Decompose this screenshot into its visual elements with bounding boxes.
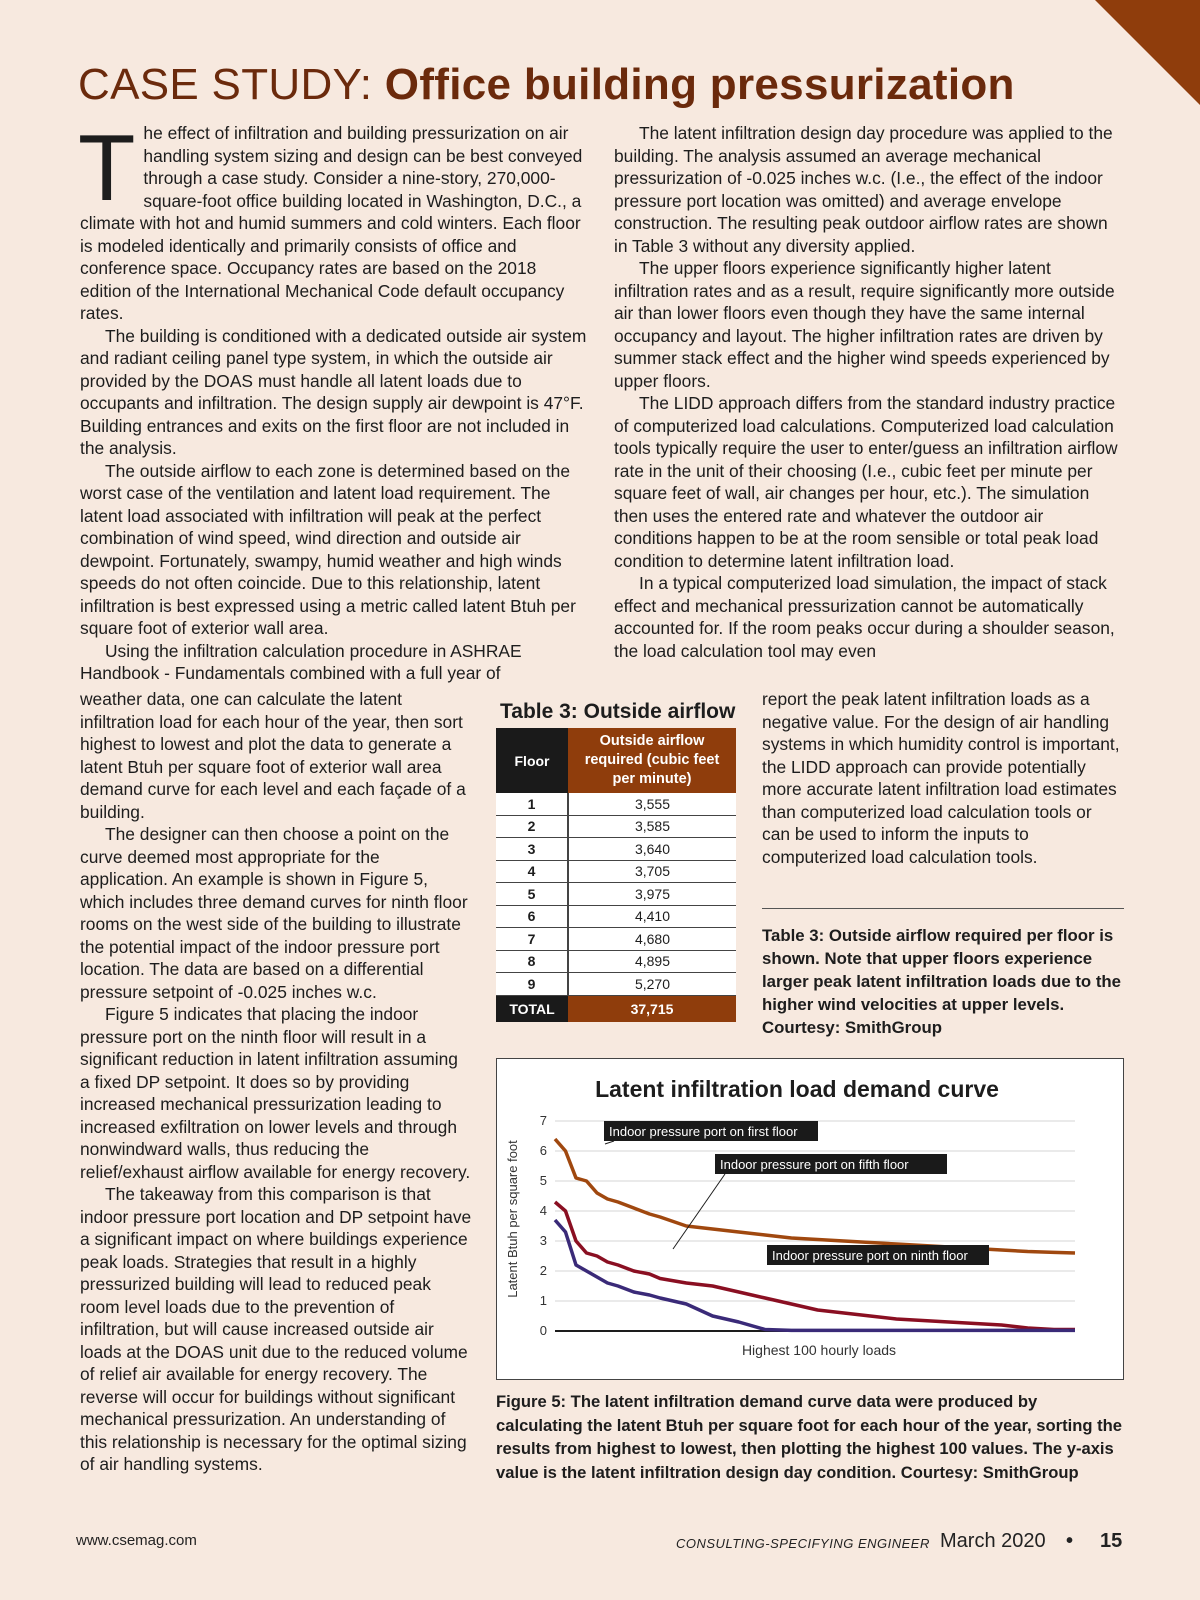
paragraph: Using the infiltration calculation procedure in ASHRAE Handbook - Fundamentals combined with a full year of xyxy=(80,640,522,683)
paragraph: The building is conditioned with a dedicated outside air system and radiant ceiling panel type system, in which the outside air provided by the DOAS must handle all latent loads due to occupants and infiltration. The design supply air dewpoint is 47°F. Building entrances and exits on the first floor are not included in the analysis. xyxy=(80,325,587,458)
table-row xyxy=(496,973,736,996)
table-caption: Table 3: Outside airflow required per floor is shown. Note that upper floors experience larger peak latent infiltration loads due to the higher wind velocities at upper levels. Courtesy: SmithGroup xyxy=(762,926,1121,1037)
table-row xyxy=(496,793,736,815)
article-column-left xyxy=(78,115,590,685)
footer-magazine: CONSULTING-SPECIFYING ENGINEER xyxy=(676,1536,930,1551)
airflow-cell: 4,680 xyxy=(568,928,736,951)
figure-caption: Figure 5: The latent infiltration demand curve data were produced by calculating the latent Btuh per square foot for each hour of the year, sorting the results from highest to lowest, then plotting the highest 100 values. The y-axis value is the latent infiltration design day condition. Courtesy: SmithGroup xyxy=(496,1392,1123,1482)
chart-title: Latent infiltration load demand curve xyxy=(595,1076,999,1102)
chart-grid xyxy=(555,1121,1075,1331)
floor-cell: 6 xyxy=(496,905,568,928)
table-header-floor: Floor xyxy=(496,728,568,793)
floor-cell: 1 xyxy=(496,793,568,815)
chart-annotations xyxy=(604,1121,989,1265)
series-line xyxy=(555,1202,1075,1330)
article-column-right xyxy=(614,122,1120,662)
airflow-cell: 3,555 xyxy=(568,793,736,815)
y-tick-labels xyxy=(540,1113,547,1338)
article-column-right-lower xyxy=(762,688,1122,868)
total-value: 37,715 xyxy=(568,995,736,1022)
paragraph: weather data, one can calculate the latent infiltration load for each hour of the year, then sort highest to lowest and plot the data to generate a latent Btuh per square foot of exterior wall area demand curve for each level and each façade of a building. xyxy=(80,689,466,822)
footer-url: www.csemag.com xyxy=(76,1532,197,1549)
y-tick-label: 5 xyxy=(539,1173,547,1188)
series-line xyxy=(555,1220,1075,1330)
table-row xyxy=(496,928,736,951)
page-number: 15 xyxy=(1100,1530,1123,1552)
table-row xyxy=(496,950,736,973)
annotation-leader xyxy=(605,1141,614,1144)
chart-svg xyxy=(497,1059,1122,1378)
table-row xyxy=(496,815,736,838)
y-tick-label: 7 xyxy=(539,1113,547,1128)
dropcap: T xyxy=(78,115,136,220)
total-label: TOTAL xyxy=(496,995,568,1022)
airflow-cell: 5,270 xyxy=(568,973,736,996)
table-header-airflow: Outside airflow required (cubic feet per minute) xyxy=(568,728,736,793)
floor-cell: 3 xyxy=(496,838,568,861)
y-tick-label: 6 xyxy=(539,1143,547,1158)
page-title xyxy=(78,60,1015,110)
annotation-label: Indoor pressure port on first floor xyxy=(609,1124,798,1139)
paragraph: The takeaway from this comparison is that indoor pressure port location and DP setpoint have a significant impact on where buildings experience peak loads. Strategies that result in a highly pressurized building will lead to reduced peak room level loads due to the prevention of infiltration, but will cause increased outside air loads at the DOAS unit due to the reduced volume of relief air available for energy recovery. The reverse will occur for buildings without significant mechanical pressurization. An understanding of this relationship is necessary for the optimal sizing of air handling systems. xyxy=(80,1184,472,1474)
paragraph: The LIDD approach differs from the standard industry practice of computerized load calculations. Computerized load calculation tools typically require the user to enter/guess an infiltration airflow rate in the unit of their choosing (I.e., cubic feet per minute per square feet of wall, air changes per hour, etc.). The simulation then uses the entered rate and whatever the outdoor air conditions happen to be at the room sensible or total peak load condition to determine latent infiltration load. xyxy=(614,393,1118,571)
divider xyxy=(762,908,1124,909)
table-row xyxy=(496,860,736,883)
floor-cell: 9 xyxy=(496,973,568,996)
footer-bullet: • xyxy=(1066,1530,1074,1552)
table-total-row xyxy=(496,995,736,1022)
title-main: Office building pressurization xyxy=(384,60,1015,109)
table-title: Table 3: Outside airflow xyxy=(500,700,736,723)
x-axis-label: Highest 100 hourly loads xyxy=(741,1342,897,1358)
title-prefix: CASE STUDY: xyxy=(78,60,373,109)
y-tick-label: 4 xyxy=(539,1203,547,1218)
floor-cell: 7 xyxy=(496,928,568,951)
paragraph: The outside airflow to each zone is determined based on the worst case of the ventilation and latent load requirement. The latent load associated with infiltration will peak at the perfect combination of wind speed, wind direction and outside air dewpoint. Fortunately, swampy, humid weather and high winds speeds do not often coincide. Due to this relationship, latent infiltration is best expressed using a metric called latent Btuh per square foot of exterior wall area. xyxy=(80,460,576,638)
y-tick-label: 1 xyxy=(539,1293,547,1308)
y-axis-label: Latent Btuh per square foot xyxy=(505,1140,520,1298)
paragraph: In a typical computerized load simulation, the impact of stack effect and mechanical pressurization cannot be automatically accounted for. If the room peaks occur during a shoulder season, the load calculation tool may even xyxy=(614,573,1115,661)
floor-cell: 2 xyxy=(496,815,568,838)
table-row xyxy=(496,905,736,928)
paragraph: The designer can then choose a point on the curve deemed most appropriate for the application. An example is shown in Figure 5, which includes three demand curves for ninth floor rooms on the west side of the building to illustrate the potential impact of the indoor pressure port location. The data are based on a differential pressure setpoint of -0.025 inches w.c. xyxy=(80,824,468,1002)
airflow-cell: 3,585 xyxy=(568,815,736,838)
paragraph: Figure 5 indicates that placing the indoor pressure port on the ninth floor will result in a significant reduction in latent infiltration assuming a fixed DP setpoint. It does so by providing increased mechanical pressurization leading to increased exfiltration on lower levels and through nonwindward walls, thus reducing the relief/exhaust airflow available for energy recovery. xyxy=(80,1004,471,1182)
airflow-cell: 3,705 xyxy=(568,860,736,883)
y-tick-label: 3 xyxy=(539,1233,547,1248)
paragraph: The upper floors experience significantly higher latent infiltration rates and as a result, require significantly more outside air than lower floors even though they have the same internal occupancy and layout. The higher infiltration rates are driven by summer stack effect and the higher wind speeds experienced by upper floors. xyxy=(614,258,1115,391)
floor-cell: 4 xyxy=(496,860,568,883)
paragraph: he effect of infiltration and building pressurization on air handling system sizing and design can be best conveyed through a case study. Consider a nine-story, 270,000-square-foot office building located in Washington, D.C., a climate with hot and humid summers and cold winters. Each floor is modeled identically and primarily consists of office and conference space. Occupancy rates are based on the 2018 edition of the International Mechanical Code default occupancy rates. xyxy=(80,123,583,323)
annotation-label: Indoor pressure port on fifth floor xyxy=(720,1157,909,1172)
footer-date: March 2020 xyxy=(940,1530,1046,1552)
airflow-cell: 4,410 xyxy=(568,905,736,928)
corner-accent xyxy=(1095,0,1200,105)
table-row xyxy=(496,883,736,906)
paragraph: report the peak latent infiltration loads as a negative value. For the design of air handling systems in which humidity control is important, the LIDD approach can provide potentially more accurate latent infiltration load estimates than computerized load calculation tools or can be used to inform the inputs to computerized load calculation tools. xyxy=(762,689,1120,867)
demand-curve-chart xyxy=(496,1058,1124,1380)
airflow-table xyxy=(496,728,736,1022)
airflow-cell: 4,895 xyxy=(568,950,736,973)
airflow-cell: 3,640 xyxy=(568,838,736,861)
annotation-label: Indoor pressure port on ninth floor xyxy=(772,1248,968,1263)
y-tick-label: 0 xyxy=(539,1323,547,1338)
table-row xyxy=(496,838,736,861)
floor-cell: 8 xyxy=(496,950,568,973)
airflow-cell: 3,975 xyxy=(568,883,736,906)
paragraph: The latent infiltration design day procedure was applied to the building. The analysis assumed an average mechanical pressurization of -0.025 inches w.c. (I.e., the effect of the indoor pressure port location was omitted) and average envelope construction. The resulting peak outdoor airflow rates are shown in Table 3 without any diversity applied. xyxy=(614,123,1113,256)
article-column-left-lower xyxy=(80,688,472,1476)
y-tick-label: 2 xyxy=(539,1263,547,1278)
floor-cell: 5 xyxy=(496,883,568,906)
